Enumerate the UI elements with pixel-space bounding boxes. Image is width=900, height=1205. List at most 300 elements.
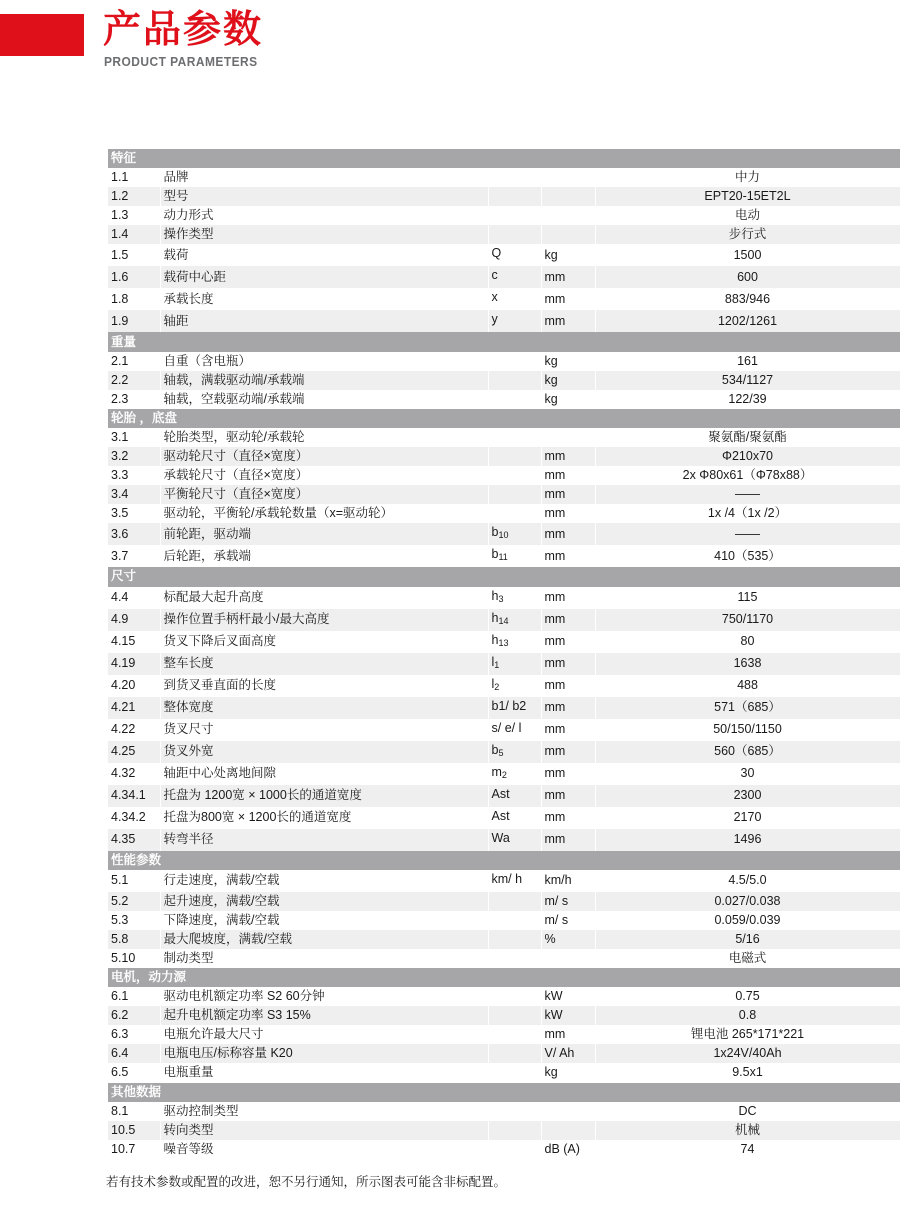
table-row — [108, 466, 900, 485]
symbol-text: b — [491, 525, 499, 540]
row-number: 2.1 — [108, 352, 160, 371]
param-unit — [541, 1102, 595, 1121]
param-symbol — [488, 930, 541, 949]
param-name: 操作类型 — [160, 225, 488, 244]
table-row — [108, 244, 900, 266]
param-value: 122/39 — [595, 390, 900, 409]
page-subtitle: PRODUCT PARAMETERS — [104, 54, 258, 69]
param-value: 1x /4（1x /2） — [595, 504, 900, 523]
param-unit: mm — [541, 466, 595, 485]
param-value: 883/946 — [595, 288, 900, 310]
symbol-text: s/ e/ l — [491, 720, 522, 735]
param-unit: mm — [541, 288, 595, 310]
param-symbol — [488, 244, 541, 266]
table-row — [108, 609, 900, 631]
symbol-text: y — [491, 312, 498, 327]
param-name: 货叉下降后叉面高度 — [160, 631, 488, 653]
table-row — [108, 1102, 900, 1121]
row-number: 3.7 — [108, 545, 160, 567]
param-name: 前轮距，驱动端 — [160, 523, 488, 545]
param-unit — [541, 168, 595, 187]
param-value: 80 — [595, 631, 900, 653]
param-unit: mm — [541, 485, 595, 504]
row-number: 4.22 — [108, 719, 160, 741]
param-symbol — [488, 168, 541, 187]
row-number: 4.9 — [108, 609, 160, 631]
row-number: 6.4 — [108, 1044, 160, 1063]
param-unit: mm — [541, 829, 595, 851]
section-header — [108, 409, 900, 428]
param-unit — [541, 1121, 595, 1140]
section-title: 其他数据 — [108, 1083, 900, 1102]
table-row — [108, 829, 900, 851]
table-row — [108, 587, 900, 609]
section-header — [108, 968, 900, 987]
param-value: 410（535） — [595, 545, 900, 567]
table-row — [108, 485, 900, 504]
row-number: 10.5 — [108, 1121, 160, 1140]
param-name: 电瓶电压/标称容量 K20 — [160, 1044, 488, 1063]
param-symbol — [488, 1044, 541, 1063]
param-symbol — [488, 288, 541, 310]
param-name: 起升速度，满载/空载 — [160, 892, 488, 911]
symbol-text: Wa — [491, 830, 510, 845]
param-name: 标配最大起升高度 — [160, 587, 488, 609]
row-number: 1.1 — [108, 168, 160, 187]
param-value: —— — [595, 523, 900, 545]
param-unit: dB (A) — [541, 1140, 595, 1159]
param-symbol — [488, 631, 541, 653]
row-number: 10.7 — [108, 1140, 160, 1159]
param-symbol — [488, 892, 541, 911]
row-number: 3.1 — [108, 428, 160, 447]
param-value: 0.059/0.039 — [595, 911, 900, 930]
param-name: 制动类型 — [160, 949, 488, 968]
param-name: 轴距中心处离地间隙 — [160, 763, 488, 785]
param-unit: mm — [541, 504, 595, 523]
param-unit: km/h — [541, 870, 595, 892]
symbol-text: b — [491, 742, 499, 757]
param-name: 噪音等级 — [160, 1140, 488, 1159]
symbol-text: h — [491, 610, 499, 625]
param-name: 承载轮尺寸（直径×宽度） — [160, 466, 488, 485]
param-value: 115 — [595, 587, 900, 609]
param-value: 4.5/5.0 — [595, 870, 900, 892]
table-row — [108, 870, 900, 892]
param-unit — [541, 949, 595, 968]
param-symbol — [488, 1140, 541, 1159]
symbol-text: b1/ b2 — [491, 698, 527, 713]
param-symbol — [488, 266, 541, 288]
param-unit: mm — [541, 653, 595, 675]
table-row — [108, 892, 900, 911]
row-number: 4.20 — [108, 675, 160, 697]
row-number: 8.1 — [108, 1102, 160, 1121]
param-symbol — [488, 1063, 541, 1082]
table-row — [108, 390, 900, 409]
param-unit: mm — [541, 763, 595, 785]
table-row — [108, 1121, 900, 1140]
row-number: 5.2 — [108, 892, 160, 911]
param-symbol — [488, 545, 541, 567]
table-row — [108, 785, 900, 807]
symbol-subscript: 3 — [498, 593, 504, 604]
param-value: 534/1127 — [595, 371, 900, 390]
param-value: 机械 — [595, 1121, 900, 1140]
row-number: 3.6 — [108, 523, 160, 545]
param-symbol — [488, 741, 541, 763]
symbol-text: x — [491, 290, 498, 305]
row-number: 5.1 — [108, 870, 160, 892]
section-title: 尺寸 — [108, 567, 900, 586]
table-row — [108, 545, 900, 567]
section-header — [108, 1083, 900, 1102]
param-unit: mm — [541, 310, 595, 332]
section-title: 性能参数 — [108, 851, 900, 870]
param-unit: mm — [541, 807, 595, 829]
table-row — [108, 266, 900, 288]
row-number: 4.32 — [108, 763, 160, 785]
table-row — [108, 675, 900, 697]
param-unit — [541, 225, 595, 244]
section-header — [108, 332, 900, 351]
param-value: 0.8 — [595, 1006, 900, 1025]
param-value: 1496 — [595, 829, 900, 851]
param-name: 货叉尺寸 — [160, 719, 488, 741]
param-symbol — [488, 987, 541, 1006]
param-value: 50/150/1150 — [595, 719, 900, 741]
param-unit: mm — [541, 631, 595, 653]
row-number: 3.4 — [108, 485, 160, 504]
param-unit: mm — [541, 675, 595, 697]
param-symbol — [488, 371, 541, 390]
param-value: 1202/1261 — [595, 310, 900, 332]
param-name: 电瓶重量 — [160, 1063, 488, 1082]
param-name: 载荷 — [160, 244, 488, 266]
row-number: 3.2 — [108, 447, 160, 466]
param-unit: mm — [541, 587, 595, 609]
header-accent-block — [0, 14, 84, 56]
row-number: 4.35 — [108, 829, 160, 851]
row-number: 1.2 — [108, 187, 160, 206]
param-value: 锂电池 265*171*221 — [595, 1025, 900, 1044]
param-symbol — [488, 911, 541, 930]
param-symbol — [488, 352, 541, 371]
symbol-text: km/ h — [491, 871, 523, 886]
param-unit — [541, 187, 595, 206]
param-name: 整车长度 — [160, 653, 488, 675]
page-title: 产品参数 — [103, 9, 264, 51]
param-name: 载荷中心距 — [160, 266, 488, 288]
param-name: 到货叉垂直面的长度 — [160, 675, 488, 697]
param-value: 750/1170 — [595, 609, 900, 631]
param-name: 整体宽度 — [160, 697, 488, 719]
table-row — [108, 187, 900, 206]
param-unit: mm — [541, 741, 595, 763]
table-row — [108, 631, 900, 653]
param-name: 驱动控制类型 — [160, 1102, 488, 1121]
row-number: 4.34.1 — [108, 785, 160, 807]
table-row — [108, 1025, 900, 1044]
param-symbol — [488, 609, 541, 631]
row-number: 3.5 — [108, 504, 160, 523]
param-unit: kg — [541, 244, 595, 266]
param-name: 后轮距，承载端 — [160, 545, 488, 567]
section-title: 轮胎 ，底盘 — [108, 409, 900, 428]
param-unit: mm — [541, 719, 595, 741]
param-symbol — [488, 1025, 541, 1044]
param-unit: kg — [541, 1063, 595, 1082]
row-number: 6.1 — [108, 987, 160, 1006]
param-unit: kg — [541, 352, 595, 371]
param-name: 行走速度，满载/空载 — [160, 870, 488, 892]
param-value: 2x Φ80x61（Φ78x88） — [595, 466, 900, 485]
table-row — [108, 206, 900, 225]
param-unit: kW — [541, 987, 595, 1006]
param-value: DC — [595, 1102, 900, 1121]
row-number: 1.9 — [108, 310, 160, 332]
param-symbol — [488, 1121, 541, 1140]
symbol-text: h — [491, 632, 499, 647]
param-value: 30 — [595, 763, 900, 785]
param-value: 步行式 — [595, 225, 900, 244]
param-name: 转弯半径 — [160, 829, 488, 851]
param-value: 560（685） — [595, 741, 900, 763]
param-symbol — [488, 697, 541, 719]
param-symbol — [488, 870, 541, 892]
symbol-subscript: 13 — [498, 637, 509, 648]
param-symbol — [488, 807, 541, 829]
footnote: 若有技术参数或配置的改进，恕不另行通知，所示图表可能含非标配置。 — [106, 1175, 507, 1189]
param-symbol — [488, 504, 541, 523]
param-name: 轴载，满载驱动端/承载端 — [160, 371, 488, 390]
symbol-subscript: 1 — [494, 659, 500, 670]
table-row — [108, 1006, 900, 1025]
row-number: 1.5 — [108, 244, 160, 266]
row-number: 4.34.2 — [108, 807, 160, 829]
param-value: 1638 — [595, 653, 900, 675]
param-unit: V/ Ah — [541, 1044, 595, 1063]
symbol-text: h — [491, 588, 499, 603]
section-header — [108, 149, 900, 168]
param-name: 轴距 — [160, 310, 488, 332]
param-value: 5/16 — [595, 930, 900, 949]
param-value: 中力 — [595, 168, 900, 187]
table-row — [108, 168, 900, 187]
table-row — [108, 763, 900, 785]
symbol-text: Q — [491, 246, 502, 261]
param-value: 2170 — [595, 807, 900, 829]
param-symbol — [488, 523, 541, 545]
param-symbol — [488, 225, 541, 244]
param-unit: mm — [541, 523, 595, 545]
param-value: 1500 — [595, 244, 900, 266]
param-name: 驱动轮尺寸（直径×宽度） — [160, 447, 488, 466]
param-name: 下降速度，满载/空载 — [160, 911, 488, 930]
row-number: 2.2 — [108, 371, 160, 390]
param-unit: m/ s — [541, 892, 595, 911]
param-value: 电磁式 — [595, 949, 900, 968]
symbol-text: Ast — [491, 786, 510, 801]
param-value: 74 — [595, 1140, 900, 1159]
row-number: 4.4 — [108, 587, 160, 609]
param-symbol — [488, 206, 541, 225]
section-header — [108, 851, 900, 870]
symbol-subscript: 10 — [498, 530, 509, 541]
param-value: 0.027/0.038 — [595, 892, 900, 911]
table-row — [108, 741, 900, 763]
row-number: 4.25 — [108, 741, 160, 763]
param-name: 驱动电机额定功率 S2 60分钟 — [160, 987, 488, 1006]
param-symbol — [488, 653, 541, 675]
param-value: 电动 — [595, 206, 900, 225]
param-value: 600 — [595, 266, 900, 288]
param-name: 电瓶允许最大尺寸 — [160, 1025, 488, 1044]
param-unit: kW — [541, 1006, 595, 1025]
row-number: 3.3 — [108, 466, 160, 485]
section-title: 特征 — [108, 149, 900, 168]
param-symbol — [488, 763, 541, 785]
section-title: 重量 — [108, 332, 900, 351]
param-unit: kg — [541, 390, 595, 409]
param-value: —— — [595, 485, 900, 504]
row-number: 2.3 — [108, 390, 160, 409]
param-name: 托盘为 1200宽 × 1000长的通道宽度 — [160, 785, 488, 807]
param-unit: mm — [541, 266, 595, 288]
param-value: 1x24V/40Ah — [595, 1044, 900, 1063]
row-number: 6.2 — [108, 1006, 160, 1025]
table-row — [108, 352, 900, 371]
symbol-text: b — [491, 547, 499, 562]
param-symbol — [488, 485, 541, 504]
row-number: 6.3 — [108, 1025, 160, 1044]
param-symbol — [488, 428, 541, 447]
param-name: 承载长度 — [160, 288, 488, 310]
table-row — [108, 1140, 900, 1159]
symbol-subscript: 14 — [498, 615, 509, 626]
symbol-text: Ast — [491, 808, 510, 823]
param-symbol — [488, 1102, 541, 1121]
section-title: 电机，动力源 — [108, 968, 900, 987]
table-row — [108, 504, 900, 523]
param-unit — [541, 428, 595, 447]
param-name: 起升电机额定功率 S3 15% — [160, 1006, 488, 1025]
row-number: 1.8 — [108, 288, 160, 310]
table-row — [108, 911, 900, 930]
param-symbol — [488, 829, 541, 851]
param-value: 9.5x1 — [595, 1063, 900, 1082]
param-unit: mm — [541, 545, 595, 567]
row-number: 1.4 — [108, 225, 160, 244]
table-row — [108, 1044, 900, 1063]
symbol-subscript: 11 — [498, 552, 508, 563]
param-name: 驱动轮，平衡轮/承载轮数量（x=驱动轮） — [160, 504, 488, 523]
table-row — [108, 1063, 900, 1082]
table-row — [108, 697, 900, 719]
param-symbol — [488, 675, 541, 697]
param-name: 货叉外宽 — [160, 741, 488, 763]
table-row — [108, 523, 900, 545]
param-name: 最大爬坡度，满载/空载 — [160, 930, 488, 949]
section-header — [108, 567, 900, 586]
param-value: 571（685） — [595, 697, 900, 719]
param-value: Φ210x70 — [595, 447, 900, 466]
param-unit: kg — [541, 371, 595, 390]
table-row — [108, 653, 900, 675]
param-value: 161 — [595, 352, 900, 371]
row-number: 1.3 — [108, 206, 160, 225]
row-number: 4.21 — [108, 697, 160, 719]
symbol-text: l — [491, 654, 495, 669]
param-name: 轴载，空载驱动端/承载端 — [160, 390, 488, 409]
param-name: 托盘为800宽 × 1200长的通道宽度 — [160, 807, 488, 829]
param-symbol — [488, 719, 541, 741]
param-symbol — [488, 785, 541, 807]
row-number: 5.10 — [108, 949, 160, 968]
param-name: 动力形式 — [160, 206, 488, 225]
param-name: 自重（含电瓶） — [160, 352, 488, 371]
param-name: 品牌 — [160, 168, 488, 187]
param-unit — [541, 206, 595, 225]
param-symbol — [488, 466, 541, 485]
param-unit: mm — [541, 447, 595, 466]
symbol-text: l — [491, 676, 495, 691]
param-value: EPT20-15ET2L — [595, 187, 900, 206]
param-symbol — [488, 390, 541, 409]
symbol-subscript: 2 — [494, 681, 500, 692]
param-unit: m/ s — [541, 911, 595, 930]
param-unit: mm — [541, 785, 595, 807]
row-number: 5.8 — [108, 930, 160, 949]
param-symbol — [488, 310, 541, 332]
symbol-subscript: 2 — [501, 769, 507, 780]
param-symbol — [488, 587, 541, 609]
param-unit: mm — [541, 697, 595, 719]
param-name: 轮胎类型，驱动轮/承载轮 — [160, 428, 488, 447]
table-row — [108, 930, 900, 949]
table-row — [108, 371, 900, 390]
table-row — [108, 987, 900, 1006]
param-value: 聚氨酯/聚氨酯 — [595, 428, 900, 447]
row-number: 4.15 — [108, 631, 160, 653]
table-row — [108, 428, 900, 447]
param-value: 488 — [595, 675, 900, 697]
table-row — [108, 719, 900, 741]
param-unit: mm — [541, 609, 595, 631]
param-unit: mm — [541, 1025, 595, 1044]
symbol-text: c — [491, 268, 498, 283]
param-value: 0.75 — [595, 987, 900, 1006]
table-row — [108, 225, 900, 244]
param-name: 操作位置手柄杆最小/最大高度 — [160, 609, 488, 631]
param-value: 2300 — [595, 785, 900, 807]
row-number: 5.3 — [108, 911, 160, 930]
param-unit: % — [541, 930, 595, 949]
param-name: 转向类型 — [160, 1121, 488, 1140]
table-row — [108, 807, 900, 829]
row-number: 1.6 — [108, 266, 160, 288]
table-row — [108, 288, 900, 310]
param-symbol — [488, 949, 541, 968]
param-symbol — [488, 1006, 541, 1025]
symbol-text: m — [491, 764, 502, 779]
row-number: 4.19 — [108, 653, 160, 675]
table-row — [108, 310, 900, 332]
param-name: 平衡轮尺寸（直径×宽度） — [160, 485, 488, 504]
symbol-subscript: 5 — [498, 747, 504, 758]
table-row — [108, 447, 900, 466]
row-number: 6.5 — [108, 1063, 160, 1082]
